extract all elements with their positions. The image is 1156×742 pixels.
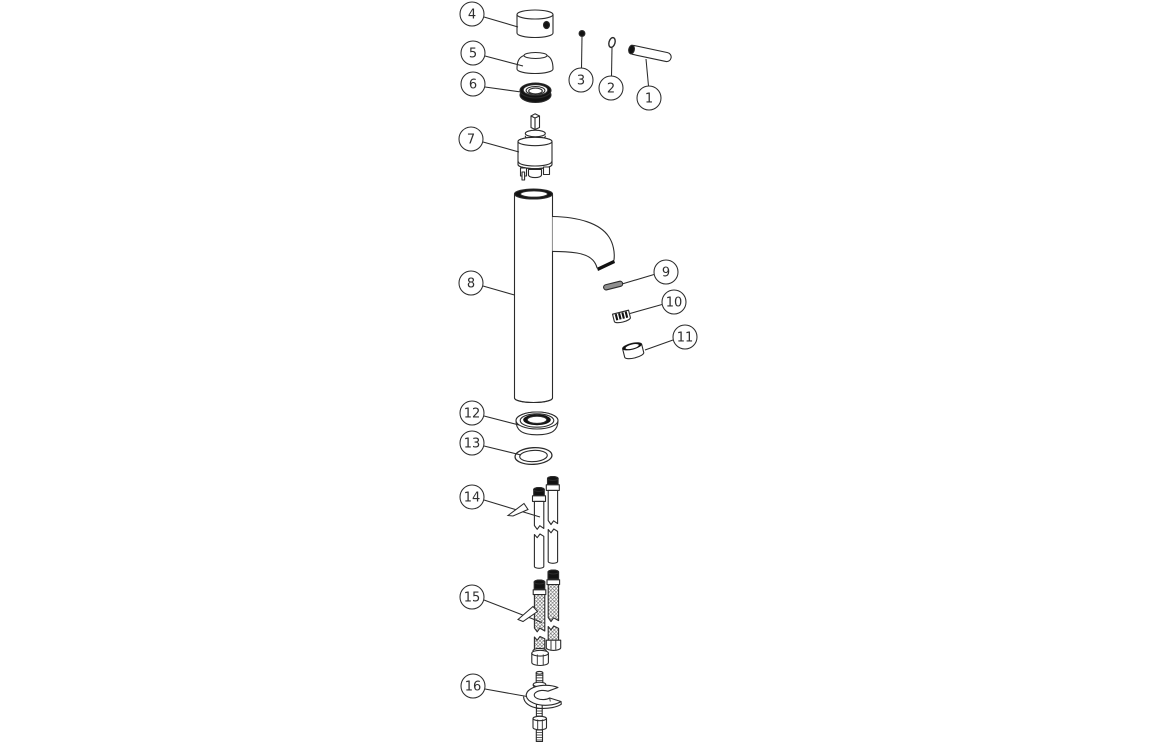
set-screw-hole <box>544 21 550 28</box>
leader-line <box>646 59 649 86</box>
callout-number: 15 <box>463 590 481 606</box>
callout-3 <box>569 37 593 92</box>
callout-16 <box>461 674 527 698</box>
leader-line <box>483 286 515 295</box>
callout-number: 10 <box>665 295 683 311</box>
part-ceramic-cartridge <box>518 114 552 180</box>
part-split-ring <box>608 37 617 48</box>
part-aerator-insert <box>613 310 631 324</box>
leader-line <box>612 48 613 76</box>
callout-number: 12 <box>463 406 481 422</box>
callout-number: 9 <box>661 265 671 281</box>
part-retaining-ring <box>520 83 551 103</box>
callout-number: 7 <box>466 132 476 148</box>
leader-line <box>484 416 519 425</box>
callout-2 <box>599 48 623 100</box>
callout-number: 4 <box>467 7 477 23</box>
part-fixing-bracket <box>524 671 562 741</box>
callout-number: 6 <box>468 77 478 93</box>
callout-4 <box>460 2 518 27</box>
part-tap-body-spout <box>515 189 616 403</box>
leader-line <box>622 275 654 285</box>
callout-6 <box>461 72 521 96</box>
callout-number: 13 <box>463 436 481 452</box>
callout-7 <box>459 127 519 152</box>
part-lever-handle <box>628 45 672 63</box>
leader-line <box>645 340 673 350</box>
callout-8 <box>459 271 515 295</box>
part-handle-cap <box>517 10 553 38</box>
part-flexible-hoses <box>532 570 561 665</box>
leader-line <box>483 142 519 152</box>
callout-14 <box>460 485 540 517</box>
part-oring-seal <box>515 447 553 466</box>
leader-line <box>582 37 583 68</box>
callout-number: 1 <box>644 91 654 107</box>
callout-number: 14 <box>463 490 481 506</box>
callout-1 <box>637 59 661 110</box>
part-aerator-housing <box>622 341 645 360</box>
part-base-ring <box>516 412 558 435</box>
callout-11 <box>645 325 697 350</box>
callout-number: 2 <box>606 81 616 97</box>
callout-9 <box>622 260 678 284</box>
callout-15 <box>460 585 542 623</box>
callout-12 <box>460 401 519 425</box>
part-grub-screw <box>579 31 585 37</box>
part-dome-cover <box>517 53 553 74</box>
leader-line <box>485 56 523 66</box>
leader-line <box>630 305 662 314</box>
callout-10 <box>630 290 686 314</box>
callout-number: 3 <box>576 73 586 89</box>
leader-line <box>485 689 527 697</box>
leader-line <box>484 446 521 455</box>
part-spout-pin <box>603 281 623 291</box>
callout-5 <box>461 41 523 66</box>
callout-number: 5 <box>468 46 478 62</box>
leader-wedge <box>508 504 528 517</box>
callout-number: 16 <box>464 679 482 695</box>
leader-line <box>485 87 521 92</box>
part-inlet-pipes <box>533 477 560 569</box>
callout-13 <box>460 431 521 455</box>
callout-number: 11 <box>676 330 694 346</box>
callout-number: 8 <box>466 276 476 292</box>
leader-line <box>484 17 518 27</box>
